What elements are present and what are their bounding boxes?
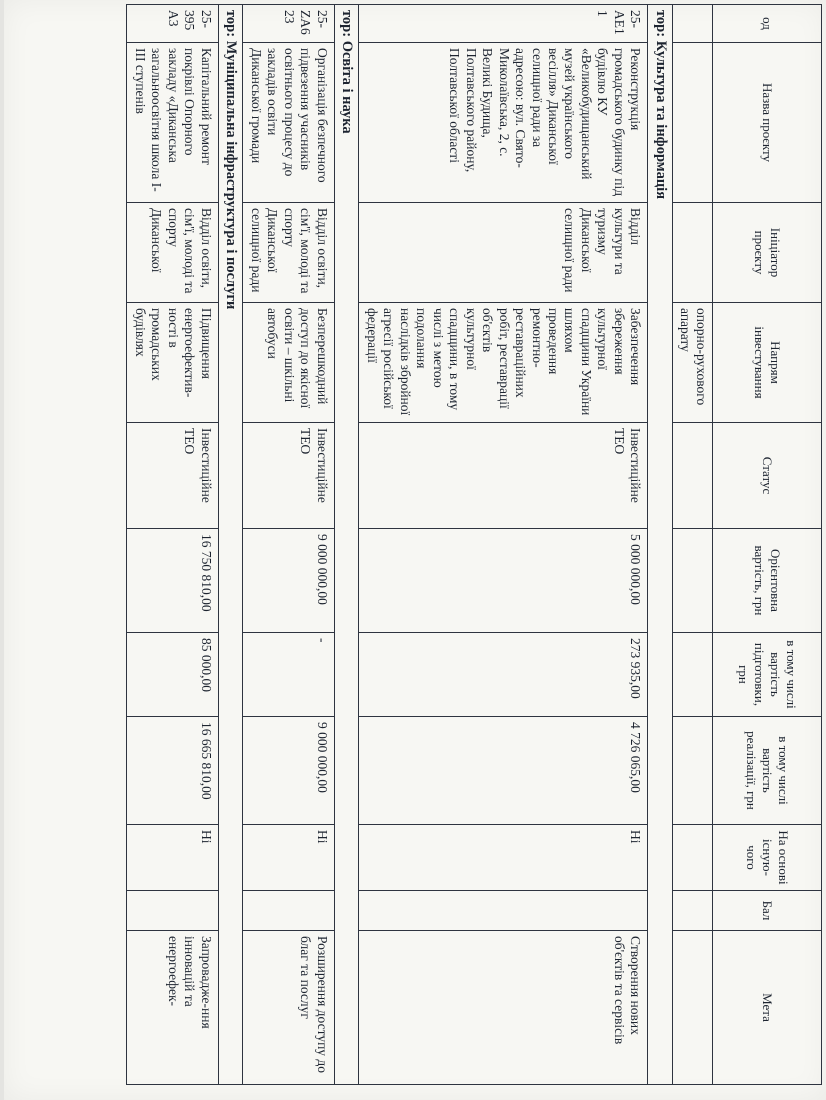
col-prep-header: в тому числі вартість підготовки, грн: [713, 633, 822, 717]
project-direction: Підвищення енергоефектив-ності в громадських будівлях: [127, 303, 218, 423]
project-initiator: Відділ культури та туризму Диканської селищної ради: [359, 203, 648, 303]
project-goal: Створення нових об'єктів та сервісів: [359, 931, 648, 1085]
project-status: Інвестиційне ТЕО: [127, 423, 218, 529]
project-name: Капітальний ремонт покрівлі Опорного закладу «Диканська загальноосвітня школа І-ІІІ ступенів: [127, 43, 218, 203]
sector-title: тор: Муніципальна інфраструктура і послуги: [218, 5, 243, 1085]
project-code: 25-AE11: [359, 5, 648, 43]
col-impl-header: в тому числі вартість реалізації, грн: [713, 717, 822, 825]
project-goal: Запровадже-ння інновацій та енергоефек-: [127, 931, 218, 1085]
col-direction-header: Напрям інвестування: [713, 303, 822, 423]
project-cost: 16 750 810,00: [127, 529, 218, 633]
project-existing: Ні: [359, 825, 648, 891]
project-goal: Розширення доступу до благ та послуг: [243, 931, 334, 1085]
project-direction: Безперешкодний доступ до якісної освіти – шкільні автобуси: [243, 303, 334, 423]
project-name: Реконструкція громадського будинку під будівлю КУ «Великобудищанський музей українського весілля» Диканської селищної ради за адресою: вул. Свято-Миколаївська, 2, с. Великі Будища, Полтавського району, Полтавської області: [359, 43, 648, 203]
sector-row-culture: [648, 5, 673, 1085]
table-row: [359, 5, 648, 1085]
scanned-page: [4, 0, 826, 1100]
project-status: Інвестиційне ТЕО: [243, 423, 334, 529]
project-score: [243, 891, 334, 931]
col-code-header: од: [713, 5, 822, 43]
project-code: 25-ZA623: [243, 5, 334, 43]
rotated-table-sheet: [4, 0, 822, 1100]
project-score: [127, 891, 218, 931]
project-existing: Ні: [243, 825, 334, 891]
project-cost: 9 000 000,00: [243, 529, 334, 633]
project-code: 25-395A3: [127, 5, 218, 43]
col-initiator-header: Ініціатор проєкту: [713, 203, 822, 303]
project-status: Інвестиційне ТЕО: [359, 423, 648, 529]
sector-row-education: [334, 5, 359, 1085]
col-name-header: Назва проєкту: [713, 43, 822, 203]
table-row: [127, 5, 218, 1085]
project-impl-cost: 9 000 000,00: [243, 717, 334, 825]
project-existing: Ні: [127, 825, 218, 891]
project-score: [359, 891, 648, 931]
table-row: [243, 5, 334, 1085]
col-cost-header: Орієнтовна вартість, грн: [713, 529, 822, 633]
sector-title: тор: Освіта і наука: [334, 5, 359, 1085]
project-prep-cost: -: [243, 633, 334, 717]
sector-row-infrastructure: [218, 5, 243, 1085]
project-table: [126, 4, 822, 1085]
col-status-header: Статус: [713, 423, 822, 529]
project-prep-cost: 85 000,00: [127, 633, 218, 717]
project-cost: 5 000 000,00: [359, 529, 648, 633]
project-initiator: Відділ освіти, сім'ї, молоді та спорту Диканської селищної ради: [243, 203, 334, 303]
project-prep-cost: 273 935,00: [359, 633, 648, 717]
col-score-header: Бал: [713, 891, 822, 931]
project-initiator: Відділ освіти, сім'ї, молоді та спорту Диканської: [127, 203, 218, 303]
carryover-row: [673, 5, 713, 1085]
project-impl-cost: 16 665 810,00: [127, 717, 218, 825]
carryover-direction: опорно-рухового апарату: [673, 303, 713, 423]
project-name: Організація безпечного підвезення учасників освітнього процесу до закладів освіти Диканської громади: [243, 43, 334, 203]
project-impl-cost: 4 726 065,00: [359, 717, 648, 825]
sector-title: тор: Культура та інформація: [648, 5, 673, 1085]
project-direction: Забезпечення збереження культурної спадщини України шляхом проведення ремонтно-реставраційних робіт, реставрації об'єктів культурної спадщини, в тому числі з метою подолання наслідків збройної агресії російської федерації: [359, 303, 648, 423]
col-goal-header: Мета: [713, 931, 822, 1085]
col-existing-header: На основі існую-чого: [713, 825, 822, 891]
header-row: [713, 5, 822, 1085]
